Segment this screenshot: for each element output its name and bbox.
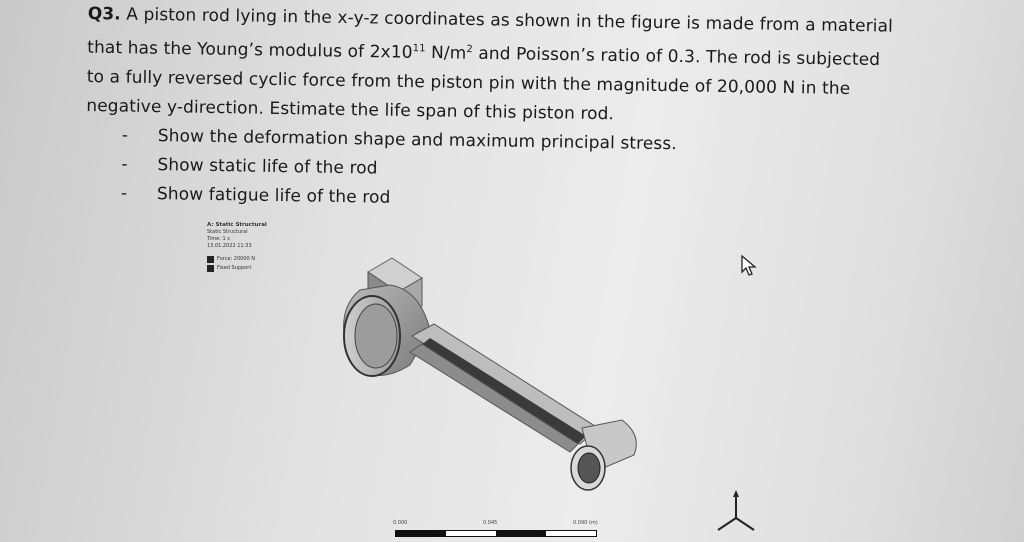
question-line-1: Q3. A piston rod lying in the x-y-z coordinates as shown in the figure is made from a material	[87, 3, 894, 37]
scale-bar	[395, 518, 615, 538]
task-item-deformation: - Show the deformation shape and maximum principal stress.	[121, 125, 677, 154]
scale-label-left: 0.000	[393, 520, 408, 526]
analysis-legend	[207, 222, 267, 272]
task-item-static-life: - Show static life of the rod	[121, 154, 378, 179]
task-list	[85, 121, 986, 222]
legend-line-1: Static Structural	[207, 229, 248, 235]
legend-line-2: Time: 1 s	[207, 236, 230, 242]
legend-title: A: Static Structural	[207, 222, 267, 228]
force-swatch-icon	[207, 256, 214, 263]
legend-item-support: Fixed Support	[207, 265, 267, 272]
cursor-arrow-icon	[740, 254, 760, 278]
question-line-4: negative y-direction. Estimate the life span of this piston rod.	[86, 95, 615, 124]
question-line-2: that has the Young’s modulus of $2x10^{11}$ $N/m^2$ and Poisson’s ratio of 0.3. The rod is subjected	[87, 37, 881, 71]
question-number: Q3.	[87, 3, 121, 25]
legend-item-force: Force: 20000 N	[207, 256, 267, 263]
connecting-rod-model[interactable]	[330, 250, 660, 500]
question-line-3: to a fully reversed cyclic force from the piston pin with the magnitude of 20,000 N in the	[86, 66, 851, 99]
legend-line-3: 13.01.2022 11:33	[207, 243, 252, 249]
question-text	[85, 0, 988, 222]
scale-bar-graphic	[395, 530, 597, 537]
support-swatch-icon	[207, 265, 214, 272]
scale-label-right: 0.090 (m)	[573, 520, 598, 526]
scale-label-mid: 0.045	[483, 520, 498, 526]
task-item-fatigue-life: - Show fatigue life of the rod	[120, 183, 391, 208]
axis-triad-icon	[712, 488, 762, 536]
